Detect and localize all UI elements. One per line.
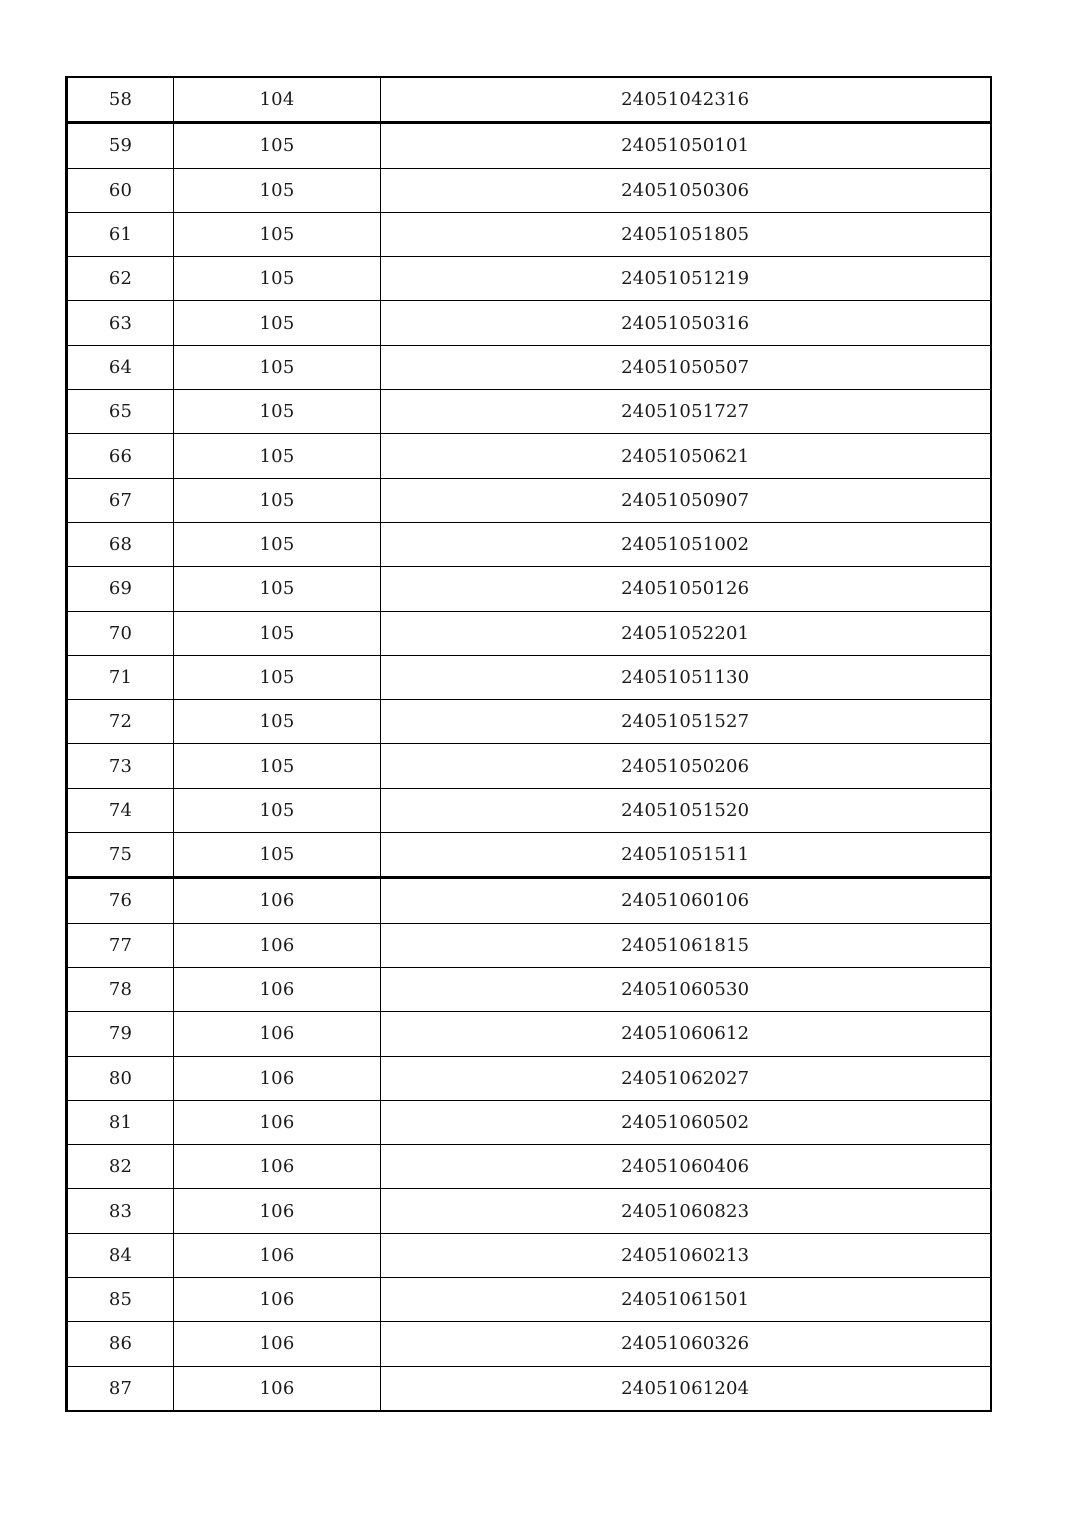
- seq-cell: 84: [67, 1233, 174, 1277]
- table-row: [67, 434, 991, 478]
- table-row: [67, 1100, 991, 1144]
- seq-cell: 65: [67, 390, 174, 434]
- seq-cell: 66: [67, 434, 174, 478]
- post-code-cell: 105: [174, 301, 381, 345]
- post-code-cell: 106: [174, 1012, 381, 1056]
- post-code-cell: 105: [174, 345, 381, 389]
- post-code-cell: 105: [174, 434, 381, 478]
- exam-id-cell: 24051051511: [381, 833, 991, 878]
- exam-id-cell: 24051060106: [381, 878, 991, 923]
- exam-id-cell: 24051060502: [381, 1100, 991, 1144]
- table-row: [67, 390, 991, 434]
- table-row: [67, 923, 991, 967]
- post-code-cell: 106: [174, 1322, 381, 1366]
- post-code-cell: 105: [174, 212, 381, 256]
- table-row: [67, 788, 991, 832]
- table-row: [67, 522, 991, 566]
- exam-id-cell: 24051050306: [381, 168, 991, 212]
- seq-cell: 59: [67, 123, 174, 168]
- post-code-cell: 105: [174, 788, 381, 832]
- table-row: [67, 478, 991, 522]
- seq-cell: 82: [67, 1145, 174, 1189]
- exam-id-cell: 24051060406: [381, 1145, 991, 1189]
- post-code-cell: 105: [174, 700, 381, 744]
- exam-id-cell: 24051050126: [381, 567, 991, 611]
- post-code-cell: 105: [174, 833, 381, 878]
- table-row: [67, 1145, 991, 1189]
- exam-id-cell: 24051052201: [381, 611, 991, 655]
- exam-id-cell: 24051051002: [381, 522, 991, 566]
- post-code-cell: 106: [174, 1145, 381, 1189]
- seq-cell: 73: [67, 744, 174, 788]
- seq-cell: 81: [67, 1100, 174, 1144]
- seq-cell: 69: [67, 567, 174, 611]
- post-code-cell: 106: [174, 878, 381, 923]
- seq-cell: 76: [67, 878, 174, 923]
- post-code-cell: 105: [174, 655, 381, 699]
- seq-cell: 64: [67, 345, 174, 389]
- seq-cell: 85: [67, 1278, 174, 1322]
- seq-cell: 83: [67, 1189, 174, 1233]
- seq-cell: 63: [67, 301, 174, 345]
- exam-id-cell: 24051050621: [381, 434, 991, 478]
- table-row: [67, 345, 991, 389]
- table-row: [67, 700, 991, 744]
- exam-id-cell: 24051061501: [381, 1278, 991, 1322]
- exam-id-cell: 24051060823: [381, 1189, 991, 1233]
- post-code-cell: 106: [174, 923, 381, 967]
- seq-cell: 78: [67, 967, 174, 1011]
- table-row: [67, 1278, 991, 1322]
- exam-id-cell: 24051060530: [381, 967, 991, 1011]
- post-code-cell: 106: [174, 967, 381, 1011]
- post-code-cell: 105: [174, 257, 381, 301]
- exam-id-cell: 24051050907: [381, 478, 991, 522]
- exam-id-cell: 24051060326: [381, 1322, 991, 1366]
- seq-cell: 60: [67, 168, 174, 212]
- table-row: [67, 833, 991, 878]
- exam-id-cell: 24051051130: [381, 655, 991, 699]
- table-row: [67, 744, 991, 788]
- post-code-cell: 105: [174, 522, 381, 566]
- seq-cell: 62: [67, 257, 174, 301]
- exam-id-cell: 24051050316: [381, 301, 991, 345]
- exam-id-cell: 24051061815: [381, 923, 991, 967]
- exam-id-cell: 24051051805: [381, 212, 991, 256]
- exam-id-cell: 24051051219: [381, 257, 991, 301]
- table-row: [67, 1322, 991, 1366]
- post-code-cell: 105: [174, 390, 381, 434]
- seq-cell: 71: [67, 655, 174, 699]
- table-row: [67, 212, 991, 256]
- exam-id-cell: 24051051727: [381, 390, 991, 434]
- post-code-cell: 106: [174, 1233, 381, 1277]
- post-code-cell: 105: [174, 168, 381, 212]
- exam-id-cell: 24051050507: [381, 345, 991, 389]
- table-row: [67, 1012, 991, 1056]
- post-code-cell: 105: [174, 567, 381, 611]
- post-code-cell: 105: [174, 611, 381, 655]
- exam-id-cell: 24051051520: [381, 788, 991, 832]
- post-code-cell: 106: [174, 1278, 381, 1322]
- post-code-cell: 106: [174, 1366, 381, 1411]
- exam-id-cell: 24051062027: [381, 1056, 991, 1100]
- post-code-cell: 104: [174, 77, 381, 123]
- table-row: [67, 567, 991, 611]
- seq-cell: 79: [67, 1012, 174, 1056]
- exam-id-cell: 24051060213: [381, 1233, 991, 1277]
- seq-cell: 80: [67, 1056, 174, 1100]
- table-row: [67, 1189, 991, 1233]
- seq-cell: 61: [67, 212, 174, 256]
- table-row: [67, 1056, 991, 1100]
- post-code-cell: 105: [174, 744, 381, 788]
- seq-cell: 87: [67, 1366, 174, 1411]
- seq-cell: 58: [67, 77, 174, 123]
- post-code-cell: 105: [174, 478, 381, 522]
- seq-cell: 68: [67, 522, 174, 566]
- table-row: [67, 301, 991, 345]
- table-row: [67, 168, 991, 212]
- table-row: [67, 257, 991, 301]
- seq-cell: 77: [67, 923, 174, 967]
- exam-id-cell: 24051051527: [381, 700, 991, 744]
- seq-cell: 70: [67, 611, 174, 655]
- exam-id-cell: 24051050101: [381, 123, 991, 168]
- table-row: [67, 878, 991, 923]
- candidate-table: [65, 76, 992, 1412]
- table-row: [67, 967, 991, 1011]
- table-row: [67, 611, 991, 655]
- post-code-cell: 106: [174, 1189, 381, 1233]
- exam-id-cell: 24051061204: [621, 1377, 750, 1399]
- seq-cell: 67: [67, 478, 174, 522]
- table-row: [67, 655, 991, 699]
- candidate-table-body: [67, 77, 991, 1411]
- seq-cell: 74: [67, 788, 174, 832]
- table-row: [67, 1233, 991, 1277]
- seq-cell: 72: [67, 700, 174, 744]
- table-row: [67, 123, 991, 168]
- exam-id-cell: 24051060612: [381, 1012, 991, 1056]
- exam-id-cell: 24051050206: [381, 744, 991, 788]
- exam-id-cell: 24051042316: [381, 77, 991, 123]
- seq-cell: 86: [67, 1322, 174, 1366]
- seq-cell: 75: [67, 833, 174, 878]
- post-code-cell: 106: [174, 1100, 381, 1144]
- table-row: [67, 77, 991, 123]
- post-code-cell: 106: [174, 1056, 381, 1100]
- post-code-cell: 105: [174, 123, 381, 168]
- table-row: [67, 1366, 991, 1411]
